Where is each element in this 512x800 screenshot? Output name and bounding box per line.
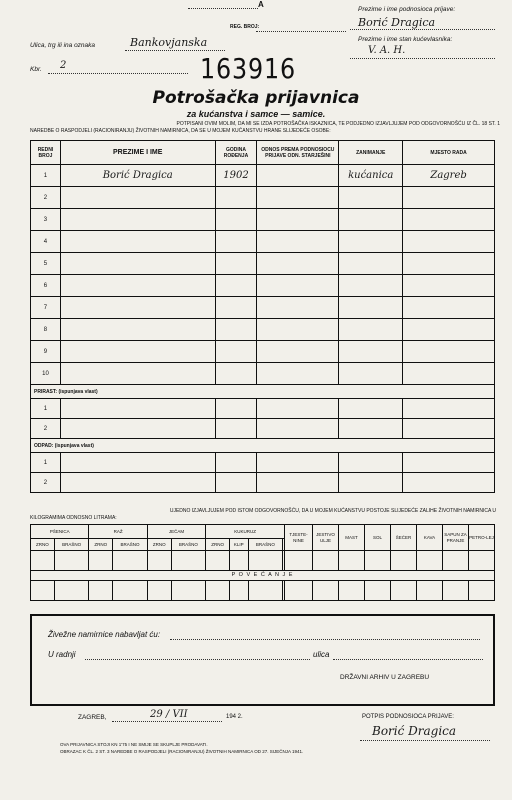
table-row xyxy=(31,341,495,363)
row-relation xyxy=(257,209,339,231)
row-year xyxy=(215,297,257,319)
supplies-statement-1: UJEDNO IZJAVLJUJEM POD ISTOM ODGOVORNOŠĆU, DA U MOJEM KUĆANSTVU POSTOJE SLIJEDEĆE ZALIHE ŽIVOTNIH NAMIRNICA U xyxy=(169,508,496,514)
sub-grain: ZRNO xyxy=(147,539,171,551)
row-workplace xyxy=(403,253,495,275)
form-title: Potrošačka prijavnica xyxy=(152,88,360,108)
sub-flour: BRAŠNO xyxy=(54,539,89,551)
purchase-frame xyxy=(30,614,495,706)
prirast-header-row xyxy=(31,385,495,399)
supply-lard: MAST xyxy=(339,525,365,551)
supply-soap: SAPUN ZA PRANJE xyxy=(443,525,469,551)
table-row xyxy=(31,209,495,231)
row-occupation: kućanica xyxy=(339,165,403,187)
row-relation xyxy=(257,275,339,297)
row-number: 4 xyxy=(31,231,61,253)
table-row xyxy=(31,187,495,209)
row-year: 1902 xyxy=(215,165,257,187)
row-occupation xyxy=(339,319,403,341)
table-row xyxy=(31,419,495,439)
row-name xyxy=(60,253,215,275)
row-relation xyxy=(257,297,339,319)
row-year xyxy=(215,341,257,363)
table-row xyxy=(31,399,495,419)
row-occupation xyxy=(339,275,403,297)
table-row xyxy=(31,319,495,341)
table-row xyxy=(31,473,495,493)
row-number: 2 xyxy=(31,473,61,493)
row-year xyxy=(215,253,257,275)
row-name: Borić Dragica xyxy=(60,165,215,187)
year-suffix: 194 2. xyxy=(226,714,243,720)
supplies-statement-2: KILOGRAMIMA ODNOSNO LITRAMA: xyxy=(30,515,117,521)
row-name xyxy=(60,297,215,319)
row-number: 2 xyxy=(31,419,61,439)
street-label-2: ulica xyxy=(313,650,330,659)
serial-number: 163916 xyxy=(200,52,296,85)
prirast-label: PRIRAST: (ispunjava vlast) xyxy=(31,385,495,399)
row-workplace xyxy=(403,209,495,231)
signature: Borić Dragica xyxy=(372,724,457,738)
row-relation xyxy=(257,231,339,253)
row-number: 1 xyxy=(31,399,61,419)
street-label: Ulica, trg ili ina oznaka xyxy=(30,42,96,49)
intro-line-1: POTPISANI OVIM MOLIM, DA MI SE IZDA POTROŠAČKA ISKAZNICA, TE PODJEDNO IZJAVLJUJEM POD ODGOVORNOŠĆU IZ ČL. 18 ST. 1 xyxy=(176,121,500,127)
sub-grain: ZRNO xyxy=(31,539,55,551)
number-value: 2 xyxy=(60,60,67,71)
table-row xyxy=(31,275,495,297)
table-row xyxy=(31,363,495,385)
row-workplace: Zagreb xyxy=(403,165,495,187)
sub-grain: ZRNO xyxy=(206,539,230,551)
row-number: 3 xyxy=(31,209,61,231)
row-number: 6 xyxy=(31,275,61,297)
row-relation xyxy=(257,341,339,363)
row-workplace xyxy=(403,297,495,319)
row-occupation xyxy=(339,187,403,209)
sub-flour: BRAŠNO xyxy=(248,539,283,551)
row-name xyxy=(60,209,215,231)
submitter-label: Prezime i ime podnosioca prijave: xyxy=(358,6,456,13)
row-year xyxy=(215,319,257,341)
row-workplace xyxy=(403,231,495,253)
row-name xyxy=(60,275,215,297)
sub-flour: BRAŠNO xyxy=(171,539,206,551)
number-label: Kbr. xyxy=(30,66,42,73)
table-row xyxy=(31,297,495,319)
supply-group-rye: RAŽ xyxy=(89,525,147,539)
supply-oil: JESTIVO ULJE xyxy=(313,525,339,551)
form-letter: A xyxy=(258,0,264,9)
row-relation xyxy=(257,165,339,187)
row-workplace xyxy=(403,187,495,209)
sub-flour: BRAŠNO xyxy=(113,539,148,551)
note-form: OBRAZAC K ČL. 2 ST. 3 NAREDBE O RASPODJELI (RACIONIRANJU) ŽIVOTNIH NAMIRNICA OD 27. SIJEČNJA 1941. xyxy=(60,749,304,754)
table-row xyxy=(31,253,495,275)
table-row xyxy=(31,231,495,253)
row-workplace xyxy=(403,363,495,385)
row-name xyxy=(60,231,215,253)
submitter-name: Borić Dragica xyxy=(358,16,436,29)
row-year xyxy=(215,231,257,253)
archive-stamp: DRŽAVNI ARHIV U ZAGREBU xyxy=(340,674,430,681)
supply-salt: SOL xyxy=(365,525,391,551)
col-header-no: REDNI BROJ xyxy=(31,141,61,165)
supply-group-corn: KUKURUZ xyxy=(206,525,285,539)
table-row xyxy=(31,453,495,473)
signature-label: POTPIS PODNOSIOCA PRIJAVE: xyxy=(362,714,454,720)
row-year xyxy=(215,363,257,385)
sub-grain: ZRNO xyxy=(89,539,113,551)
row-relation xyxy=(257,187,339,209)
form-subtitle: za kućanstva i samce — samice. xyxy=(186,109,326,119)
row-workplace xyxy=(403,319,495,341)
row-number: 2 xyxy=(31,187,61,209)
row-name xyxy=(60,341,215,363)
row-number: 7 xyxy=(31,297,61,319)
row-name xyxy=(60,363,215,385)
note-price: OVA PRIJAVNICA STOJI KN 1'75 I NE SMIJE SE SKUPLJE PRODAVATI. xyxy=(60,742,208,747)
supply-group-wheat: PŠENICA xyxy=(31,525,89,539)
supply-pasta: TJESTE-NINE xyxy=(285,525,313,551)
row-occupation xyxy=(339,297,403,319)
landlord-name: V. A. H. xyxy=(368,45,406,56)
row-occupation xyxy=(339,341,403,363)
row-number: 8 xyxy=(31,319,61,341)
supply-coffee: KAVA xyxy=(417,525,443,551)
row-number: 1 xyxy=(31,165,61,187)
sub-cob: KLIP xyxy=(230,539,249,551)
supplies-increase-row xyxy=(31,581,495,601)
row-relation xyxy=(257,319,339,341)
shop-label: U radnji xyxy=(48,650,76,659)
row-occupation xyxy=(339,209,403,231)
row-workplace xyxy=(403,341,495,363)
persons-table xyxy=(30,140,495,493)
row-number: 5 xyxy=(31,253,61,275)
row-workplace xyxy=(403,275,495,297)
row-year xyxy=(215,275,257,297)
row-name xyxy=(60,319,215,341)
row-occupation xyxy=(339,231,403,253)
row-number: 10 xyxy=(31,363,61,385)
col-header-name: PREZIME I IME xyxy=(60,141,215,165)
row-relation xyxy=(257,363,339,385)
reg-label: REG. BROJ: xyxy=(230,24,260,30)
street-value: Bankovjanska xyxy=(130,36,208,49)
col-header-workplace: MJESTO RADA xyxy=(403,141,495,165)
odpad-label: ODPAD: (ispunjava vlast) xyxy=(31,439,495,453)
row-number: 1 xyxy=(31,453,61,473)
row-number: 9 xyxy=(31,341,61,363)
odpad-header-row xyxy=(31,439,495,453)
purchase-title: Živežne namirnice nabavljat ću: xyxy=(48,630,161,639)
col-header-relation: ODNOS PREMA PODNOSIOCU PRIJAVE ODN. STARJEŠINI xyxy=(257,141,339,165)
landlord-label: Prezime i ime stan kućevlasnika: xyxy=(358,36,453,43)
supplies-table xyxy=(30,524,495,601)
table-row xyxy=(31,165,495,187)
row-occupation xyxy=(339,253,403,275)
row-year xyxy=(215,209,257,231)
supply-group-barley: JEČAM xyxy=(147,525,205,539)
date-value: 29 / VII xyxy=(150,709,188,720)
supply-sugar: ŠEĆER xyxy=(391,525,417,551)
row-relation xyxy=(257,253,339,275)
increase-label: P O V E Ć A N J E xyxy=(31,571,495,581)
col-header-year: GODINA ROĐENJA xyxy=(215,141,257,165)
row-year xyxy=(215,187,257,209)
supply-petroleum: PETRO-LEJ xyxy=(469,525,495,551)
col-header-occupation: ZANIMANJE xyxy=(339,141,403,165)
row-occupation xyxy=(339,363,403,385)
row-name xyxy=(60,187,215,209)
intro-line-2: NAREDBE O RASPODJELI (RACIONIRANJU) ŽIVOTNIH NAMIRNICA, DA SE U MOJEM KUĆANSTVU HRANE SLIJEDEĆE OSOBE: xyxy=(30,128,331,134)
supplies-value-row xyxy=(31,551,495,571)
place-label: ZAGREB, xyxy=(78,714,107,721)
